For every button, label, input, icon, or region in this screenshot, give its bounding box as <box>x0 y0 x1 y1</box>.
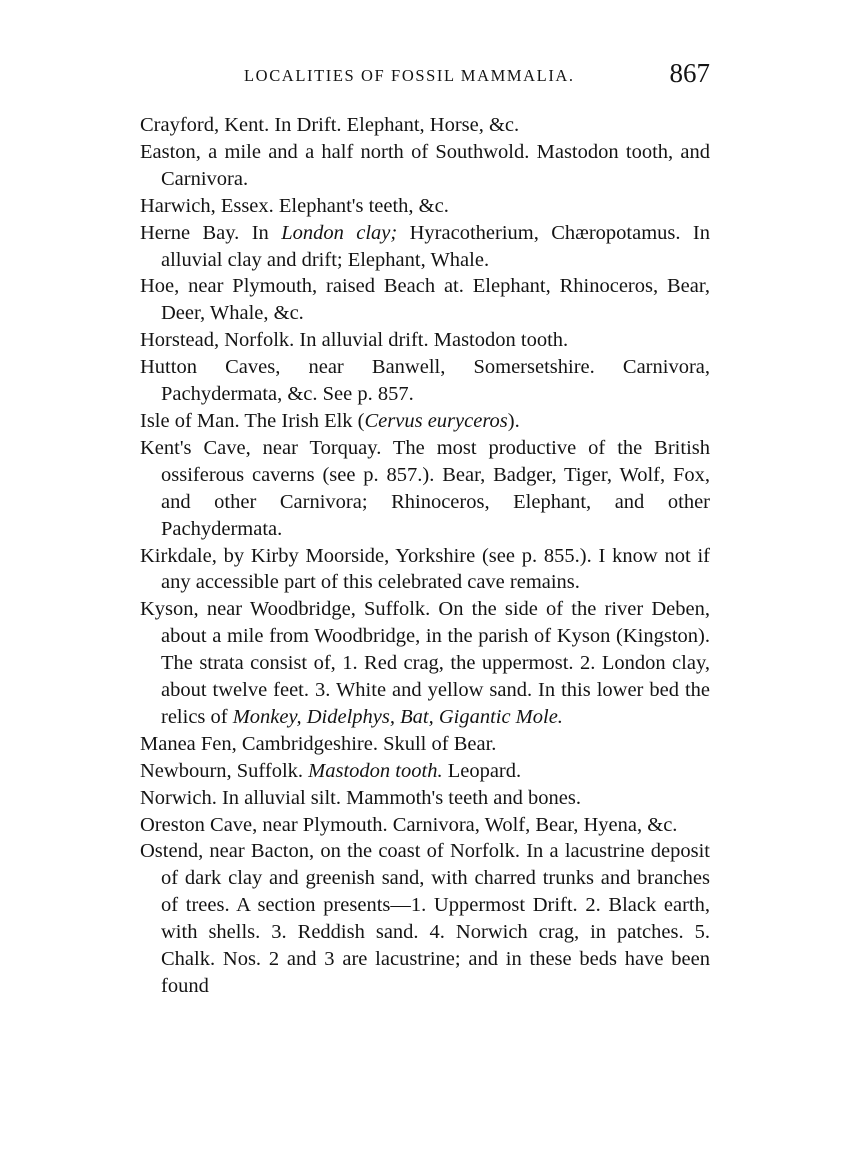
locality-entry <box>140 139 710 193</box>
italic-text: Cervus euryceros <box>364 409 508 432</box>
locality-entry <box>140 220 710 274</box>
entry-text: Hoe, near Plymouth, raised Beach at. Elephant, Rhinoceros, Bear, Deer, Whale, &c. <box>140 275 710 325</box>
locality-entry <box>140 327 710 354</box>
entry-text: Isle of Man. The Irish Elk ( <box>140 409 365 432</box>
entry-text: Norwich. In alluvial silt. Mammoth's teeth and bones. <box>140 786 581 809</box>
locality-entry <box>140 273 710 327</box>
entry-text: Herne Bay. In <box>140 221 282 244</box>
entry-text: Manea Fen, Cambridgeshire. Skull of Bear. <box>140 732 497 755</box>
locality-list <box>140 112 710 1000</box>
locality-entry <box>140 838 710 999</box>
entry-text: Kyson, near Woodbridge, Suffolk. On the side of the river Deben, about a mile from Woodbridge, in the parish of Kyson (Kingston). The strata consist of, 1. Red crag, the uppermost. 2. London clay, about twelve feet. 3. White and yellow sand. In this lower bed the relics of <box>140 598 710 728</box>
locality-entry <box>140 758 710 785</box>
locality-entry <box>140 785 710 812</box>
entry-text: Newbourn, Suffolk. <box>140 759 309 782</box>
entry-text: Harwich, Essex. Elephant's teeth, &c. <box>140 194 449 217</box>
italic-text: Monkey, Didelphys, Bat, Gigantic Mole. <box>232 705 563 728</box>
italic-text: London clay; <box>281 221 398 244</box>
italic-text: Mastodon tooth. <box>308 759 443 782</box>
entry-text: Hyracotherium, Chæropotamus. In alluvial clay and drift; Elephant, Whale. <box>161 221 710 271</box>
entry-text: Horstead, Norfolk. In alluvial drift. Mastodon tooth. <box>140 329 569 352</box>
locality-entry <box>140 812 710 839</box>
locality-entry <box>140 408 710 435</box>
entry-text: Hutton Caves, near Banwell, Somersetshire. Carnivora, Pachydermata, &c. See p. 857. <box>140 356 710 406</box>
locality-entry <box>140 731 710 758</box>
locality-entry <box>140 354 710 408</box>
entry-text: Kirkdale, by Kirby Moorside, Yorkshire (see p. 855.). I know not if any accessible part of this celebrated cave remains. <box>140 544 710 594</box>
running-title: LOCALITIES OF FOSSIL MAMMALIA. <box>244 66 575 85</box>
locality-entry <box>140 435 710 543</box>
locality-entry <box>140 596 710 731</box>
locality-entry <box>140 543 710 597</box>
locality-entry <box>140 112 710 139</box>
page-header <box>140 58 710 94</box>
page-number: 867 <box>669 58 710 88</box>
entry-text: Kent's Cave, near Torquay. The most productive of the British ossiferous caverns (see p. 857.). Bear, Badger, Tiger, Wolf, Fox, and other Carnivora; Rhinoceros, Elephant, and other Pachydermata. <box>140 436 710 540</box>
entry-text: Leopard. <box>442 759 522 782</box>
entry-text: Ostend, near Bacton, on the coast of Norfolk. In a lacustrine deposit of dark clay and greenish sand, with charred trunks and branches of trees. A section presents—1. Uppermost Drift. 2. Black earth, with shells. 3. Reddish sand. 4. Norwich crag, in patches. 5. Chalk. Nos. 2 and 3 are lacustrine; and in these beds have been found <box>140 840 710 997</box>
entry-text: Oreston Cave, near Plymouth. Carnivora, Wolf, Bear, Hyena, &c. <box>140 813 678 836</box>
entry-text: Easton, a mile and a half north of Southwold. Mastodon tooth, and Carnivora. <box>140 140 710 190</box>
locality-entry <box>140 193 710 220</box>
entry-text: ). <box>507 409 520 432</box>
entry-text: Crayford, Kent. In Drift. Elephant, Horse, &c. <box>140 114 520 136</box>
